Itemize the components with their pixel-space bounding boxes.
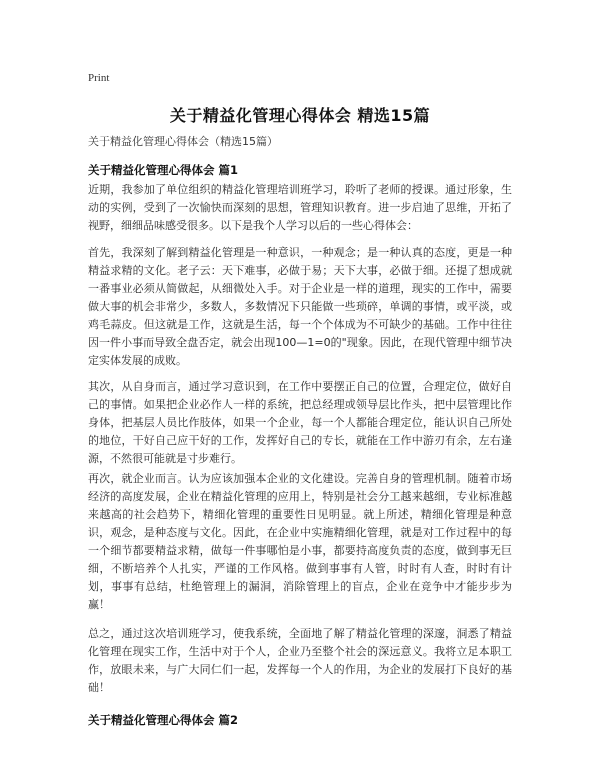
paragraph-summary: 总之，通过这次培训班学习，使我系统，全面地了解了精益化管理的深邃，洞悉了精益化管理在现实工作，生活中对于个人，企业乃至整个社会的深远意义。我将立足本职工作，放眼未来，与广大同仁们一起，发挥每一个人的作用，为企业的发展打下良好的基础！: [88, 627, 512, 694]
document-subtitle: 关于精益化管理心得体会（精选15篇）: [88, 135, 278, 148]
print-link[interactable]: Print: [88, 72, 110, 84]
paragraph-intro: 近期，我参加了单位组织的精益化管理培训班学习，聆听了老师的授课。通过形象，生动的实例，受到了一次愉快而深刻的思想，管理知识教育。进一步启迪了思维，开拓了视野，细细品味感受很多。以下是我个人学习以后的一些心得体会：: [88, 183, 512, 232]
paragraph-third: 再次，就企业而言。认为应该加强本企业的文化建设。完善自身的管理机制。随着市场经济的高度发展，企业在精益化管理的应用上，特别是社会分工越来越细，专业标准越来越高的社会趋势下，精细化管理的重要性日见明显。就上所述，精细化管理是种意识，观念，是种态度与文化。因此，在企业中实施精细化管理，就是对工作过程中的每一个细节都要精益求精，做每一件事哪怕是小事，都要持高度负责的态度，做到事无巨细，不断培养个人扎实，严谨的工作风格。做到事事有人管，时时有人查，时时有计划，事事有总结，杜绝管理上的漏洞，消除管理上的盲点，企业在竞争中才能步步为赢！: [88, 472, 512, 611]
document-title: 关于精益化管理心得体会 精选15篇: [169, 106, 431, 125]
paragraph-second: 其次，从自身而言，通过学习意识到，在工作中要摆正自己的位置，合理定位，做好自己的事情。如果把企业必作人一样的系统，把总经理或领导层比作头，把中层管理比作身体，把基层人员比作肢体，如果一个企业，每一个人都能合理定位，能认识自己所处的地位，干好自己应干好的工作，发挥好自己的专长，就能在工作中游刃有余，左右逢源，不然很可能就是寸步难行。: [88, 380, 512, 465]
paragraph-first: 首先，我深刻了解到精益化管理是一种意识，一种观念；是一种认真的态度，更是一种精益求精的文化。老子云：天下难事，必做于易；天下大事，必做于细。还提了想成就一番事业必须从简做起，从细微处入手。对于企业是一样的道理，现实的工作中，需要做大事的机会非常少，多数人，多数情况下只能做一些琐碎，单调的事情，或平淡，或鸡毛蒜皮。但这就是工作，这就是生活，每一个个体成为不可缺少的基础。工作中往往因一件小事而导致全盘否定，就会出现100—1=0的"现象。因此，在现代管理中细节决定实体发展的成败。: [88, 246, 512, 367]
section-heading-1: 关于精益化管理心得体会 篇1: [88, 163, 239, 177]
section-heading-2: 关于精益化管理心得体会 篇2: [88, 713, 239, 727]
